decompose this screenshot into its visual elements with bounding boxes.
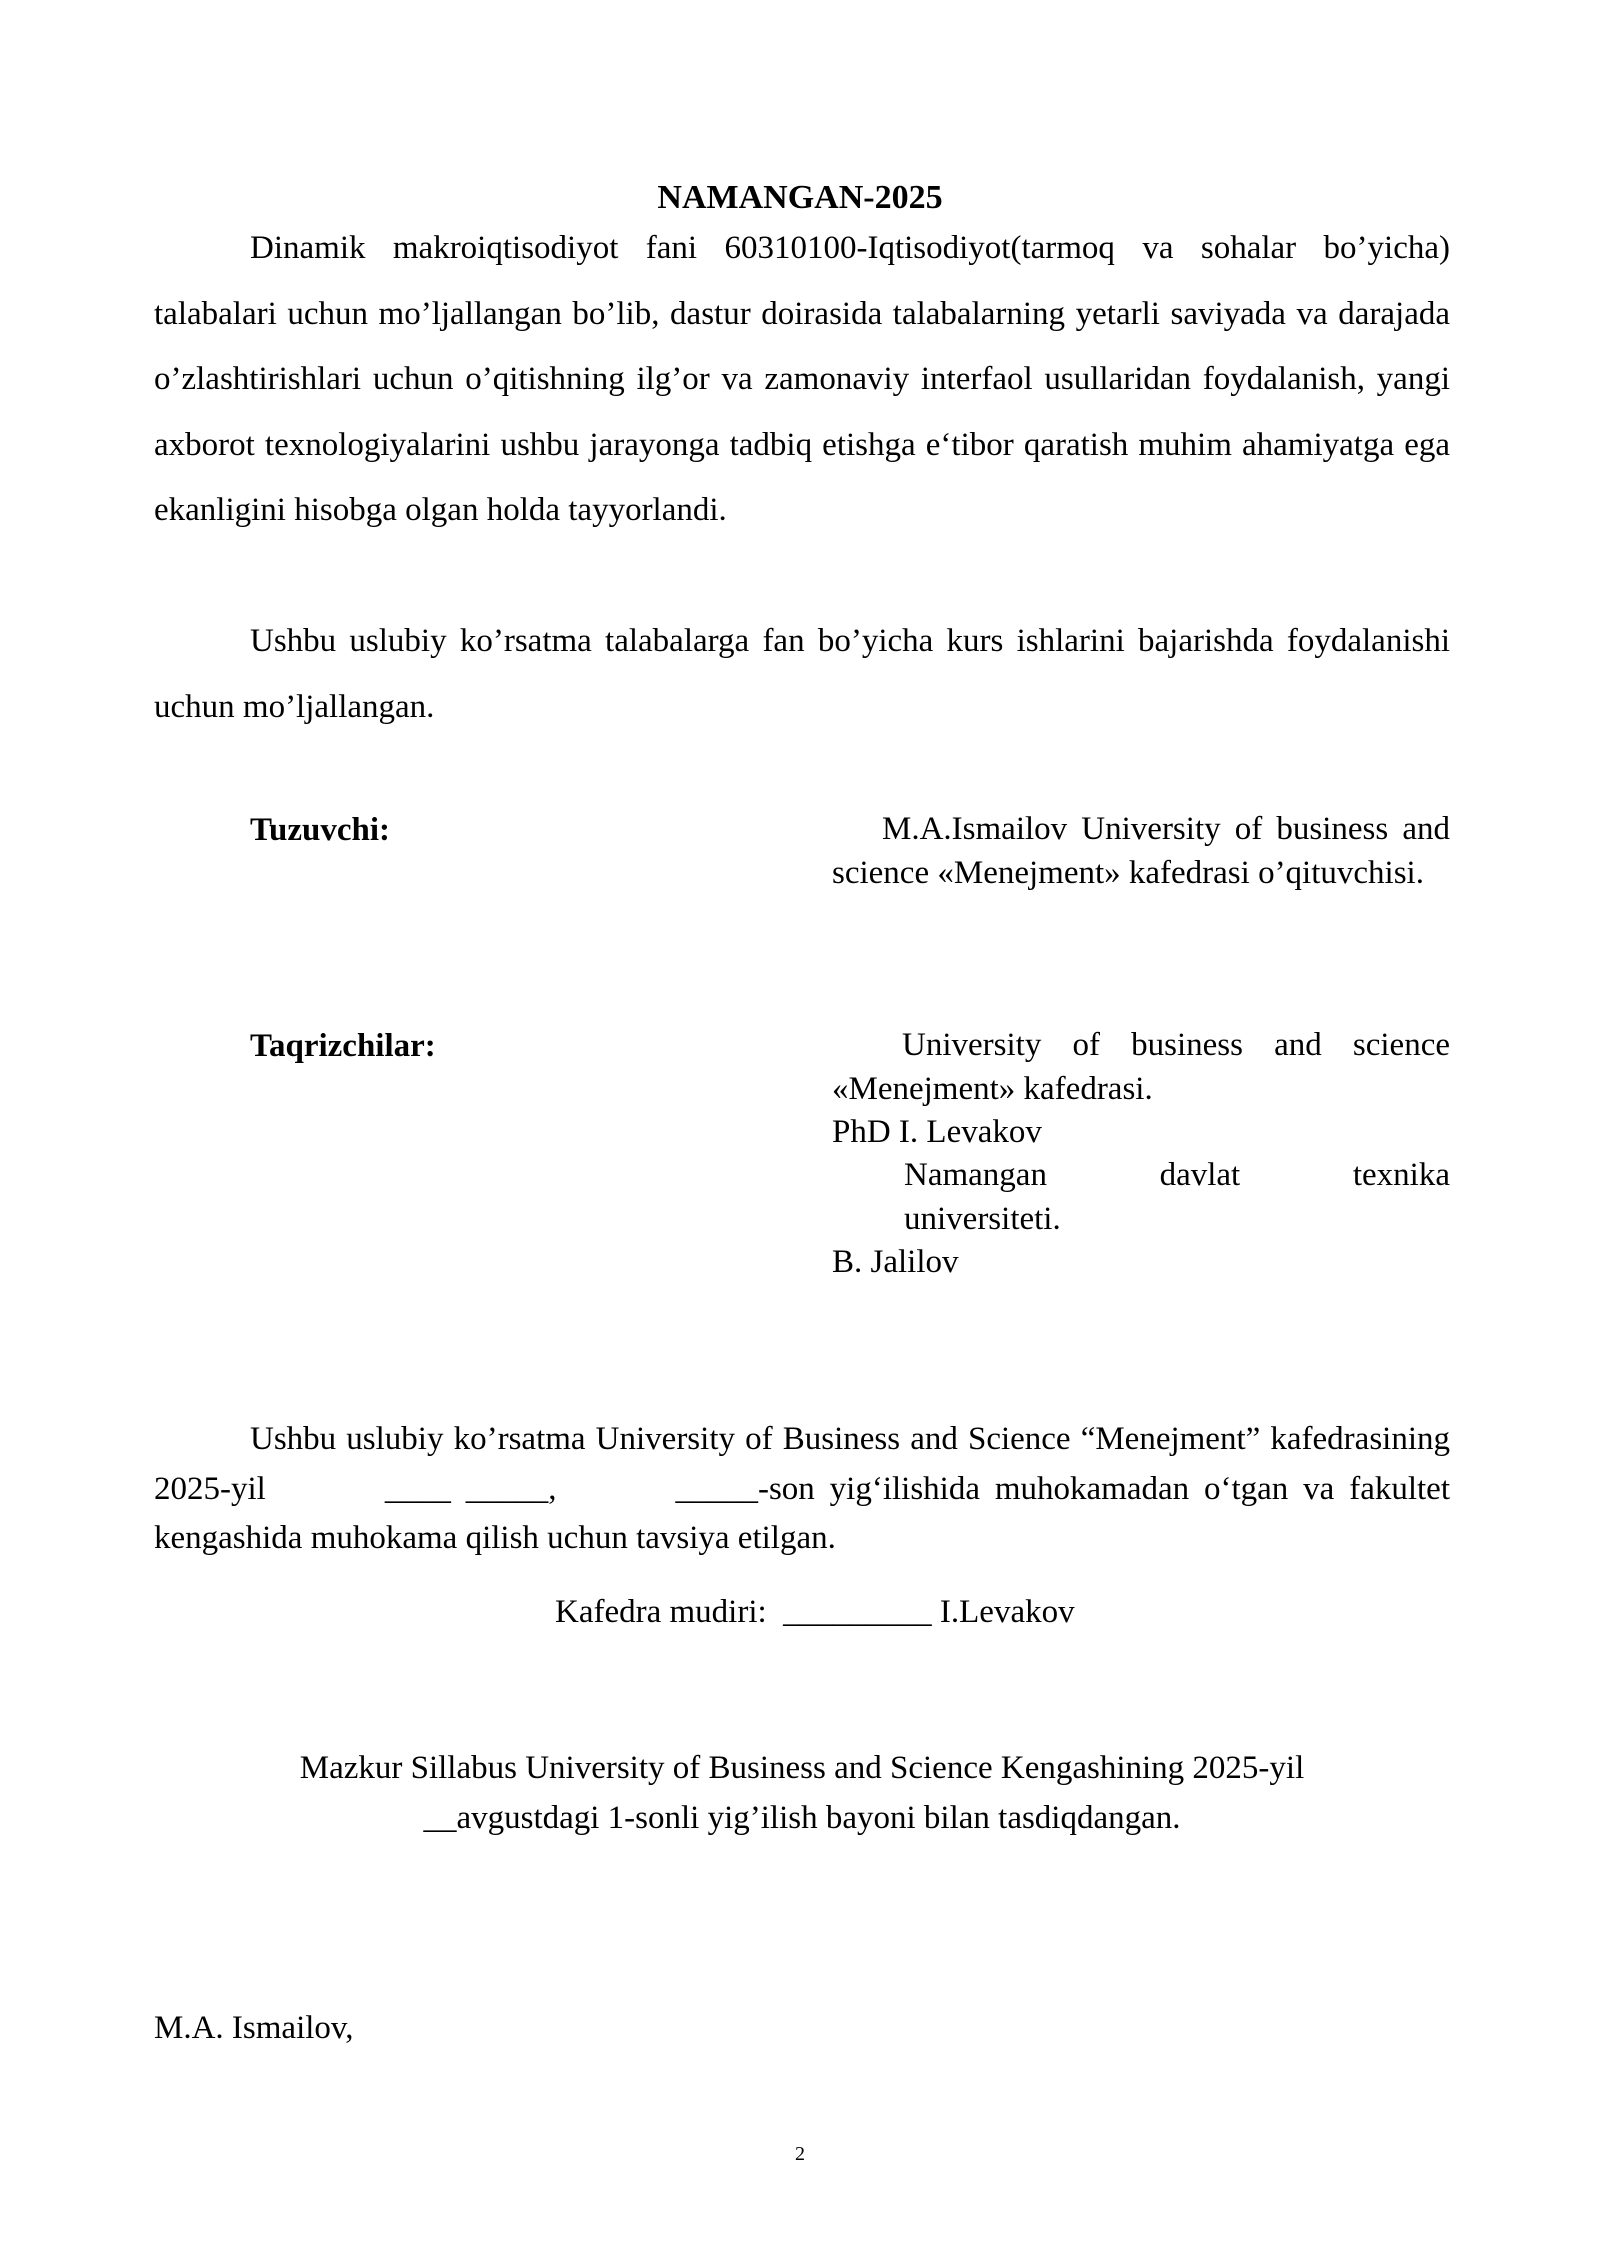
- reviewer2-organization: [832, 1154, 1450, 1241]
- reviewer1-organization: University of business and science «Menejment» kafedrasi.: [832, 1027, 1450, 1107]
- reviewer2-organization-line2: universiteti.: [904, 1200, 1061, 1237]
- reviewers-label: Taqrizchilar:: [250, 1028, 436, 1064]
- page-number: 2: [795, 2143, 805, 2165]
- reviewer2-organization-line1: Namangan davlat texnika: [904, 1157, 1450, 1193]
- head-of-department-line: Kafedra mudiri: _________ I.Levakov: [555, 1594, 1075, 1630]
- document-title: NAMANGAN-2025: [657, 179, 943, 216]
- reviewer1-name: PhD I. Levakov: [832, 1114, 1042, 1150]
- purpose-paragraph: Ushbu uslubiy ko’rsatma talabalarga fan bo’yicha kurs ishlarini bajarishda foydalanishi uchun mo’ljallangan.: [154, 623, 1450, 725]
- reviewer2-name: B. Jalilov: [832, 1244, 959, 1280]
- author-label: Tuzuvchi:: [250, 812, 390, 848]
- signature: M.A. Ismailov,: [154, 2010, 354, 2046]
- intro-paragraph: Dinamik makroiqtisodiyot fani 60310100-Iqtisodiyot(tarmoq va sohalar bo’yicha) talabalari uchun mo’ljallangan bo’lib, dastur doirasida talabalarning yetarli saviyada va darajada o’zlashtirishlari uchun o’qitishning ilg’or va zamonaviy interfaol usullaridan foydalanish, yangi axborot texnologiyalarini ushbu jarayonga tadbiq etishga e‘tibor qaratish muhim ahamiyatga ega ekanligini hisobga olgan holda tayyorlandi.: [154, 230, 1450, 528]
- author-text: M.A.Ismailov University of business and science «Menejment» kafedrasi o’qituvchisi.: [832, 811, 1450, 891]
- syllabus-approval: [154, 1744, 1450, 1843]
- syllabus-approval-line2: __avgustdagi 1-sonli yig’ilish bayoni bilan tasdiqdangan.: [423, 1799, 1181, 1836]
- approval-paragraph: Ushbu uslubiy ko’rsatma University of Business and Science “Menejment” kafedrasining 2025-yil ____ _____, _____-son yig‘ilishida muhokamadan o‘tgan va fakultet kengashida muhokama qilish uchun tavsiya etilgan.: [154, 1421, 1459, 1556]
- syllabus-approval-line1: Mazkur Sillabus University of Business and Science Kengashining 2025-yil: [299, 1750, 1305, 1786]
